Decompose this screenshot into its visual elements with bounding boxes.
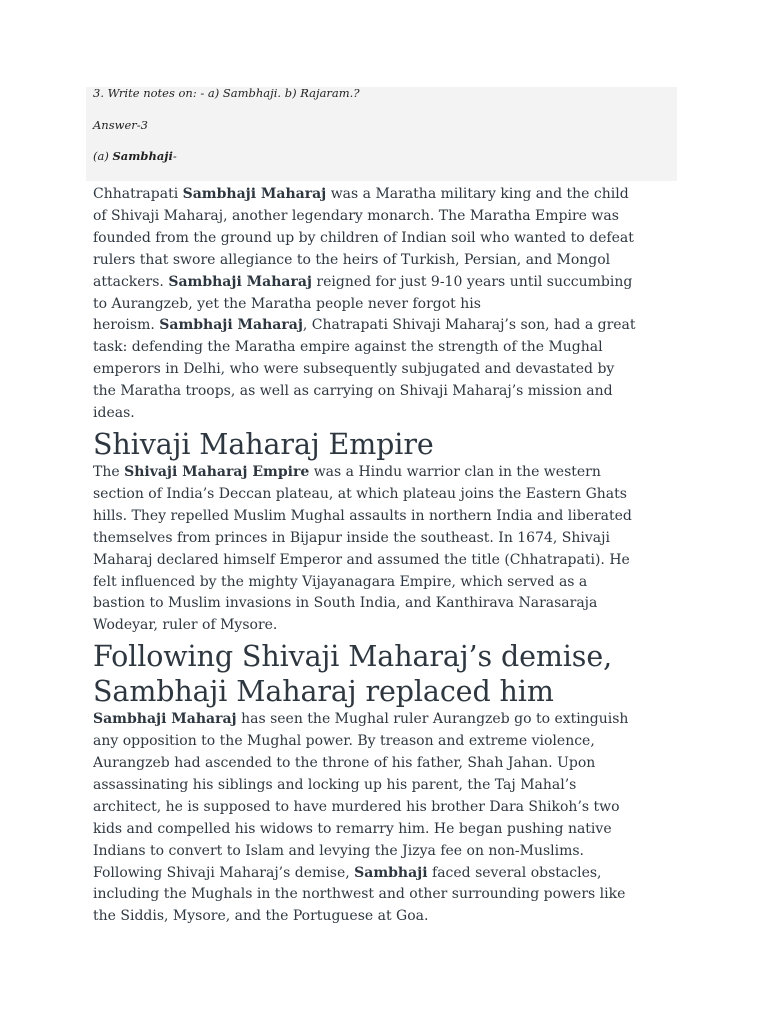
text-line — [93, 272, 683, 294]
text-run: Aurangzeb had ascended to the throne of his father, Shah Jahan. Upon — [93, 755, 596, 772]
text-line — [93, 250, 683, 272]
succession-paragraph — [93, 709, 683, 928]
question-box — [86, 87, 677, 181]
text-line — [93, 403, 683, 425]
part-title: Sambhaji — [112, 149, 173, 163]
text-line — [93, 359, 683, 381]
text-line — [93, 206, 683, 228]
text-run: bastion to Muslim invasions in South India, and Kanthirava Narasaraja — [93, 595, 598, 612]
part-prefix: (a) — [93, 149, 113, 163]
text-line — [93, 528, 683, 550]
text-run: ideas. — [93, 405, 135, 422]
text-run: task: defending the Maratha empire against the strength of the Mughal — [93, 339, 603, 356]
text-run: hills. They repelled Muslim Mughal assaults in northern India and liberated — [93, 507, 632, 524]
text-run: founded from the ground up by children of Indian soil who wanted to defeat — [93, 229, 634, 246]
text-line — [93, 884, 683, 906]
text-line — [93, 863, 683, 885]
question-prompt: 3. Write notes on: - a) Sambhaji. b) Rajaram.? — [93, 86, 360, 100]
text-run: reigned for just 9-10 years until succumbing — [311, 273, 633, 290]
text-run: heroism. — [93, 317, 160, 334]
text-line — [93, 819, 683, 841]
text-line — [93, 797, 683, 819]
text-run: emperors in Delhi, who were subsequently subjugated and devastated by — [93, 361, 615, 378]
text-run: was a Hindu warrior clan in the western — [309, 463, 601, 480]
text-line — [93, 550, 683, 572]
text-line — [93, 593, 683, 615]
text-run: kids and compelled his widows to remarry him. He began pushing native — [93, 820, 612, 837]
text-line — [93, 572, 683, 594]
text-run: faced several obstacles, — [427, 864, 602, 881]
text-run: the Siddis, Mysore, and the Portuguese at Goa. — [93, 908, 429, 925]
text-line — [93, 484, 683, 506]
bold-term: Sambhaji Maharaj — [93, 711, 237, 728]
text-run: was a Maratha military king and the child — [326, 186, 629, 202]
heading-line: Sambhaji Maharaj replaced him — [93, 675, 554, 709]
text-line — [93, 315, 683, 337]
text-run: including the Mughals in the northwest and other surrounding powers like — [93, 886, 626, 903]
answer-label: Answer-3 — [93, 118, 148, 132]
text-line — [93, 228, 683, 250]
text-run: any opposition to the Mughal power. By treason and extreme violence, — [93, 733, 595, 750]
heading-line: Following Shivaji Maharaj’s demise, — [93, 640, 613, 674]
text-line — [93, 506, 683, 528]
text-run: Following Shivaji Maharaj’s demise, — [93, 864, 355, 881]
text-run: assassinating his siblings and locking up his parent, the Taj Mahal’s — [93, 776, 577, 793]
text-run: Chhatrapati — [93, 186, 183, 202]
bold-term: Shivaji Maharaj Empire — [124, 463, 310, 480]
text-run: attackers. — [93, 273, 169, 290]
text-line — [93, 615, 683, 637]
text-line — [93, 906, 683, 928]
text-line — [93, 337, 683, 359]
text-run: felt influenced by the mighty Vijayanagara Empire, which served as a — [93, 573, 588, 590]
empire-paragraph — [93, 462, 683, 637]
text-line — [93, 184, 683, 206]
text-run: of Shivaji Maharaj, another legendary monarch. The Maratha Empire was — [93, 207, 619, 224]
intro-paragraph — [93, 184, 683, 425]
text-line — [93, 841, 683, 863]
text-run: Indians to convert to Islam and levying the Jizya fee on non-Muslims. — [93, 842, 585, 859]
text-run: section of India’s Deccan plateau, at which plateau joins the Eastern Ghats — [93, 485, 627, 502]
text-line — [93, 462, 683, 484]
answer-part-label — [93, 149, 177, 163]
text-line — [93, 381, 683, 403]
article-body — [93, 184, 683, 928]
bold-term: Sambhaji Maharaj — [168, 273, 312, 290]
text-run: themselves from princes in Bijapur inside the southeast. In 1674, Shivaji — [93, 529, 610, 546]
section-heading-succession — [93, 639, 683, 709]
text-line — [93, 294, 683, 316]
text-run: Maharaj declared himself Emperor and assumed the title (Chhatrapati). He — [93, 551, 630, 568]
text-run: has seen the Mughal ruler Aurangzeb go to extinguish — [236, 711, 629, 728]
text-run: Wodeyar, ruler of Mysore. — [93, 617, 278, 634]
bold-term: Sambhaji Maharaj — [159, 317, 303, 334]
part-suffix: - — [172, 149, 177, 163]
text-run: The — [93, 463, 125, 480]
section-heading-empire: Shivaji Maharaj Empire — [93, 427, 434, 461]
text-run: the Maratha troops, as well as carrying on Shivaji Maharaj’s mission and — [93, 383, 613, 400]
bold-term: Sambhaji Maharaj — [182, 186, 327, 202]
text-run: architect, he is supposed to have murdered his brother Dara Shikoh’s two — [93, 798, 620, 815]
text-run: rulers that swore allegiance to the heirs of Turkish, Persian, and Mongol — [93, 251, 611, 268]
text-line — [93, 753, 683, 775]
text-line — [93, 731, 683, 753]
bold-term: Sambhaji — [354, 864, 428, 881]
text-run: , Chatrapati Shivaji Maharaj’s son, had a great — [302, 317, 636, 334]
text-line — [93, 709, 683, 731]
text-run: to Aurangzeb, yet the Maratha people never forgot his — [93, 295, 481, 312]
text-line — [93, 775, 683, 797]
